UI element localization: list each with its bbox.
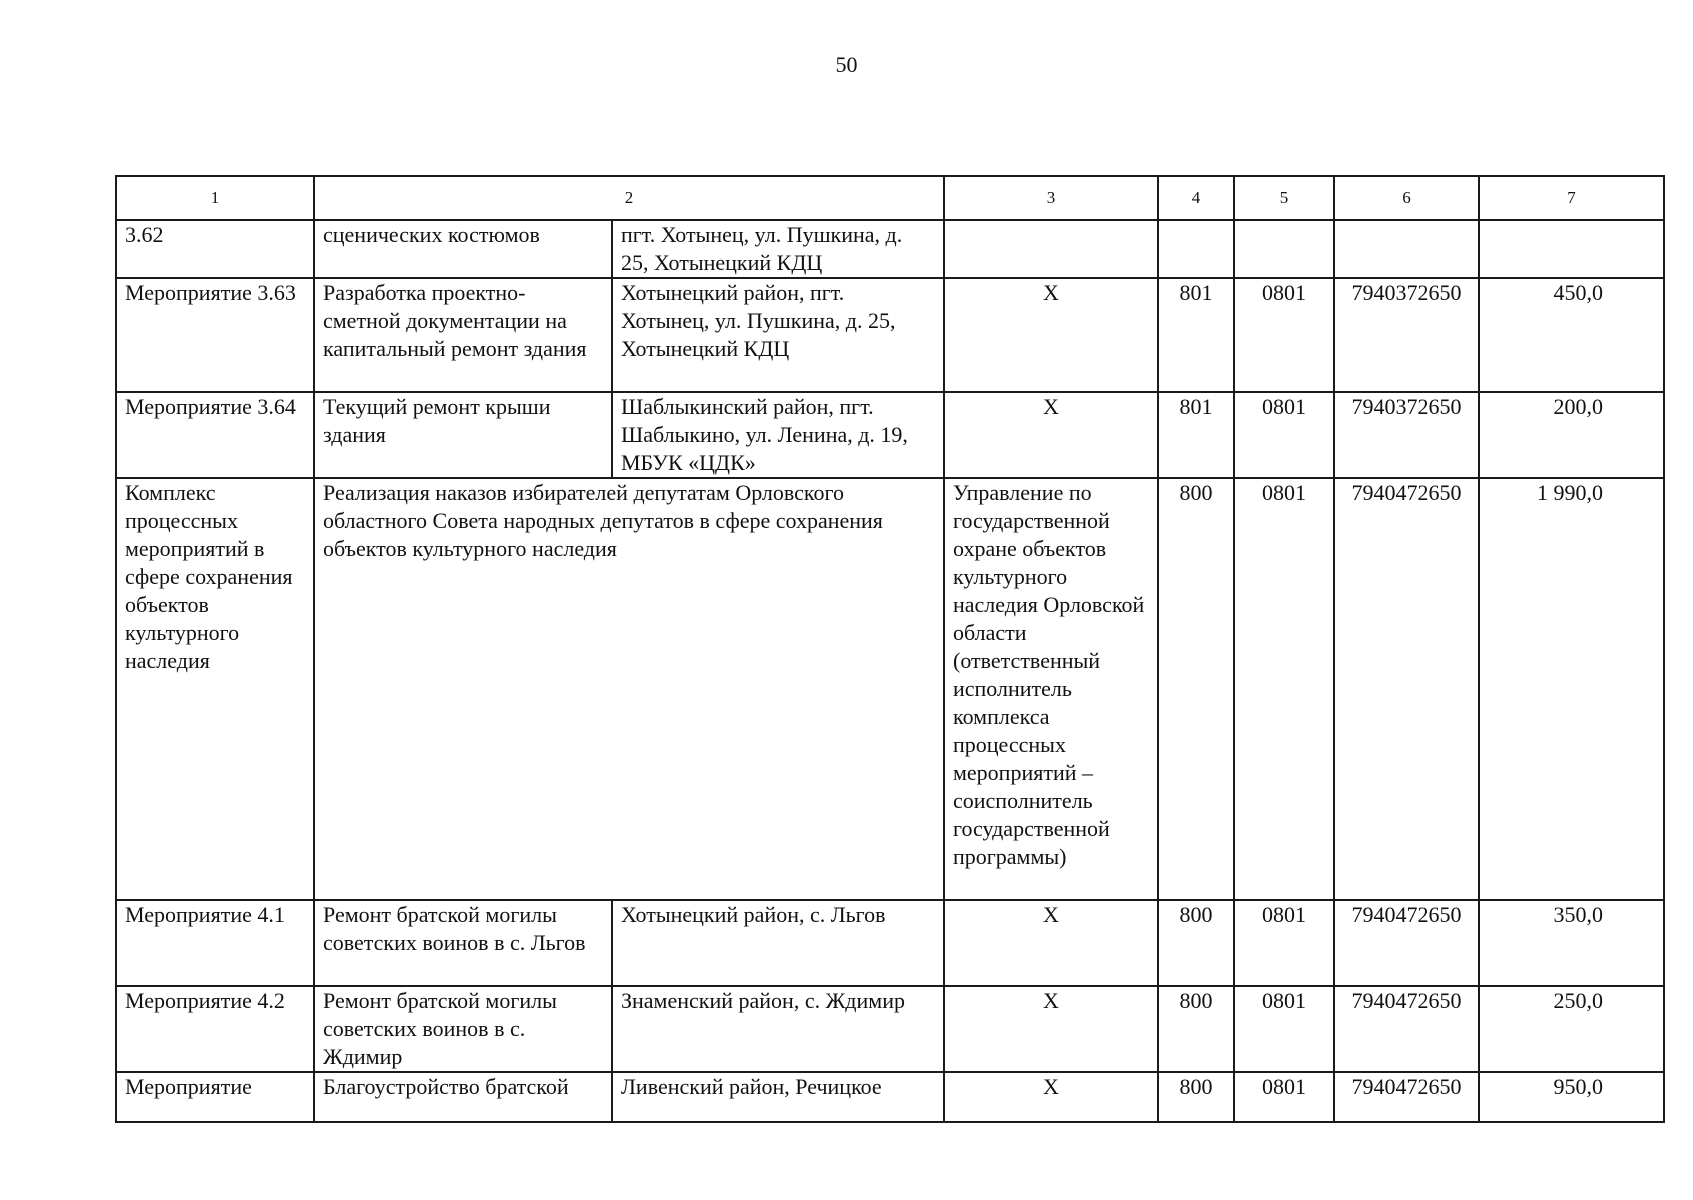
header-col-5: 5 bbox=[1234, 176, 1334, 220]
table-row bbox=[116, 900, 1664, 986]
header-col-3: 3 bbox=[944, 176, 1158, 220]
row-label: Мероприятие 4.1 bbox=[116, 900, 314, 986]
row-code-5 bbox=[1234, 220, 1334, 278]
row-executor: Х bbox=[944, 278, 1158, 392]
row-code-5: 0801 bbox=[1234, 900, 1334, 986]
row-code-6: 7940472650 bbox=[1334, 986, 1479, 1072]
row-amount bbox=[1479, 220, 1664, 278]
table-row bbox=[116, 478, 1664, 900]
table-row bbox=[116, 278, 1664, 392]
row-code-6 bbox=[1334, 220, 1479, 278]
row-label: Мероприятие 3.64 bbox=[116, 392, 314, 478]
header-col-1: 1 bbox=[116, 176, 314, 220]
row-code-4: 800 bbox=[1158, 478, 1234, 900]
table-row bbox=[116, 220, 1664, 278]
row-address: Ливенский район, Речицкое bbox=[612, 1072, 944, 1122]
table-row bbox=[116, 392, 1664, 478]
row-amount: 250,0 bbox=[1479, 986, 1664, 1072]
row-description: Текущий ремонт крыши здания bbox=[314, 392, 612, 478]
row-label: Мероприятие 3.63 bbox=[116, 278, 314, 392]
row-executor: Х bbox=[944, 392, 1158, 478]
row-description: Ремонт братской могилы советских воинов в с. Льгов bbox=[314, 900, 612, 986]
row-code-6: 7940372650 bbox=[1334, 278, 1479, 392]
row-code-5: 0801 bbox=[1234, 478, 1334, 900]
row-code-6: 7940472650 bbox=[1334, 478, 1479, 900]
row-address: Шаблыкинский район, пгт. Шаблыкино, ул. Ленина, д. 19, МБУК «ЦДК» bbox=[612, 392, 944, 478]
row-code-4: 801 bbox=[1158, 392, 1234, 478]
row-executor: Х bbox=[944, 986, 1158, 1072]
row-description: Реализация наказов избирателей депутатам Орловского областного Совета народных депутатов в сфере сохранения объектов культурного наследия bbox=[314, 478, 944, 900]
row-code-4: 800 bbox=[1158, 900, 1234, 986]
row-label: Мероприятие 4.2 bbox=[116, 986, 314, 1072]
row-code-4: 801 bbox=[1158, 278, 1234, 392]
row-amount: 450,0 bbox=[1479, 278, 1664, 392]
table-row bbox=[116, 986, 1664, 1072]
row-code-5: 0801 bbox=[1234, 392, 1334, 478]
header-col-7: 7 bbox=[1479, 176, 1664, 220]
row-code-4: 800 bbox=[1158, 1072, 1234, 1122]
row-executor bbox=[944, 220, 1158, 278]
row-amount: 350,0 bbox=[1479, 900, 1664, 986]
row-description: Благоустройство братской bbox=[314, 1072, 612, 1122]
row-executor: Управление по государственной охране объектов культурного наследия Орловской области (ответственный исполнитель комплекса процессных мероприятий – соисполнитель государственной программы) bbox=[944, 478, 1158, 900]
row-address: Хотынецкий район, пгт. Хотынец, ул. Пушкина, д. 25, Хотынецкий КДЦ bbox=[612, 278, 944, 392]
row-amount: 950,0 bbox=[1479, 1072, 1664, 1122]
header-col-2: 2 bbox=[314, 176, 944, 220]
row-code-5: 0801 bbox=[1234, 986, 1334, 1072]
row-code-4: 800 bbox=[1158, 986, 1234, 1072]
row-code-6: 7940372650 bbox=[1334, 392, 1479, 478]
row-code-6: 7940472650 bbox=[1334, 900, 1479, 986]
budget-table bbox=[115, 175, 1665, 1123]
row-executor: Х bbox=[944, 1072, 1158, 1122]
row-label: Комплекс процессных мероприятий в сфере сохранения объектов культурного наследия bbox=[116, 478, 314, 900]
row-code-5: 0801 bbox=[1234, 1072, 1334, 1122]
row-label: 3.62 bbox=[116, 220, 314, 278]
row-amount: 200,0 bbox=[1479, 392, 1664, 478]
header-col-6: 6 bbox=[1334, 176, 1479, 220]
row-code-6: 7940472650 bbox=[1334, 1072, 1479, 1122]
row-executor: Х bbox=[944, 900, 1158, 986]
table-header-row bbox=[116, 176, 1664, 220]
row-code-5: 0801 bbox=[1234, 278, 1334, 392]
page-number: 50 bbox=[835, 52, 858, 77]
row-code-4 bbox=[1158, 220, 1234, 278]
row-amount: 1 990,0 bbox=[1479, 478, 1664, 900]
row-description: Разработка проектно-сметной документации на капитальный ремонт здания bbox=[314, 278, 612, 392]
row-address: Хотынецкий район, с. Льгов bbox=[612, 900, 944, 986]
table-row bbox=[116, 1072, 1664, 1122]
row-description: Ремонт братской могилы советских воинов в с. Ждимир bbox=[314, 986, 612, 1072]
row-label: Мероприятие bbox=[116, 1072, 314, 1122]
row-description: сценических костюмов bbox=[314, 220, 612, 278]
row-address: пгт. Хотынец, ул. Пушкина, д. 25, Хотынецкий КДЦ bbox=[612, 220, 944, 278]
header-col-4: 4 bbox=[1158, 176, 1234, 220]
row-address: Знаменский район, с. Ждимир bbox=[612, 986, 944, 1072]
